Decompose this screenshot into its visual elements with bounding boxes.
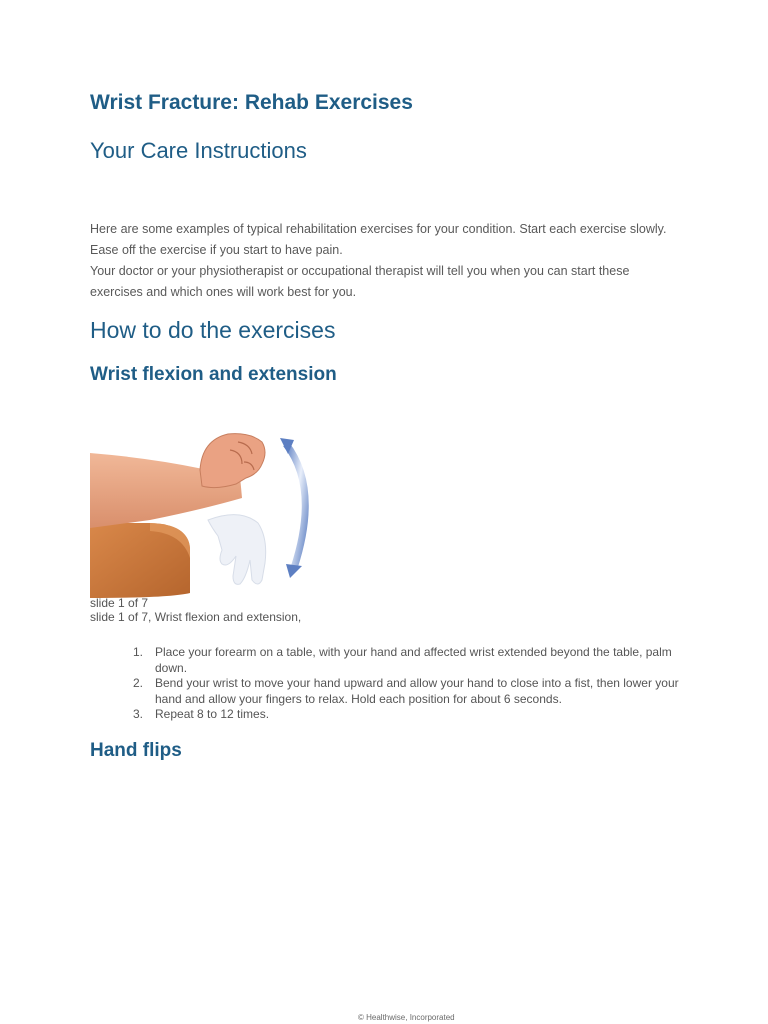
list-item: 3. Repeat 8 to 12 times. [133,707,270,721]
slide-caption-block [90,596,301,624]
slide-label: slide 1 of 7 [90,596,149,610]
slide-caption: slide 1 of 7, Wrist flexion and extension, [90,610,302,624]
intro-paragraph: Your doctor or your physiotherapist or occupational therapist will tell you when you can start these exercises and which ones will work best for you. [90,264,630,299]
exercise-steps [90,645,680,723]
fist-shape [200,434,265,488]
list-item: 2. Bend your wrist to move your hand upward and allow your hand to close into a fist, then lower your hand and allow your fingers to relax. Hold each position for about 6 seconds. [133,676,679,706]
page-subtitle: Your Care Instructions [90,138,307,163]
lowered-hand-shape [208,515,266,585]
intro-text [90,219,680,303]
section-heading: How to do the exercises [90,317,336,343]
list-item: 1. Place your forearm on a table, with your hand and affected wrist extended beyond the table, palm down. [133,645,672,675]
page-title: Wrist Fracture: Rehab Exercises [90,91,413,114]
wrist-flexion-illustration [90,428,375,598]
motion-arrow-shape [286,444,305,568]
exercise-heading: Hand flips [90,740,182,761]
intro-paragraph: Here are some examples of typical rehabilitation exercises for your condition. Start each exercise slowly. Ease off the exercise if you start to have pain. [90,222,667,257]
exercise-heading: Wrist flexion and extension [90,364,337,385]
image-credit: © Healthwise, Incorporated [358,1013,455,1022]
